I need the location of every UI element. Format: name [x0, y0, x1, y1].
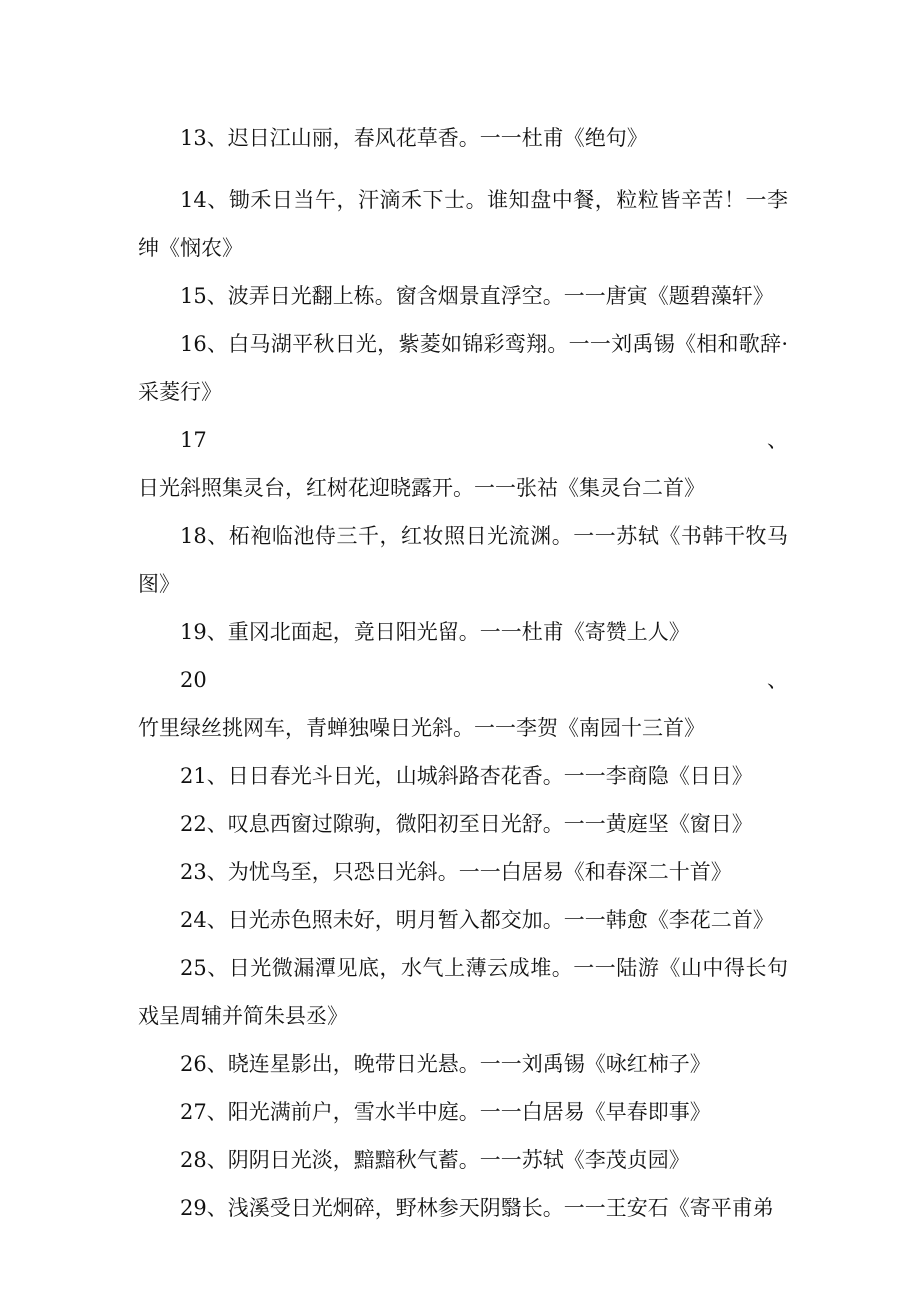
entry-text: 阴阴日光淡，黯黯秋气蓄。一一苏轼《李茂贞园》	[227, 1148, 690, 1172]
entry-number: 23	[180, 860, 207, 884]
list-item: 23、为忧鸟至，只恐日光斜。一一白居易《和春深二十首》	[180, 860, 732, 884]
list-item: 19、重冈北面起，竟日阳光留。一一杜甫《寄赞上人》	[180, 620, 690, 644]
entry-text: 波弄日光翻上栋。窗含烟景直浮空。一一唐寅《题碧藻轩》	[227, 284, 774, 308]
entry-number: 22	[180, 812, 207, 836]
list-item: 14、锄禾日当午，汗滴禾下士。谁知盘中餐，粒粒皆辛苦！一李绅《悯农》	[138, 188, 789, 260]
entry-text: 竹里绿丝挑网车，青蝉独噪日光斜。一一李贺《南园十三首》	[138, 716, 705, 740]
list-item: 17、日光斜照集灵台，红树花迎晓露开。一一张祜《集灵台二首》	[138, 428, 788, 500]
entry-text: 浅溪受日光炯碎，野林参天阴翳长。一一王安石《寄平甫弟	[227, 1196, 774, 1220]
entry-text: 日日春光斗日光，山城斜路杏花香。一一李商隐《日日》	[227, 764, 753, 788]
entry-text: 日光赤色照未好，明月暂入都交加。一一韩愈《李花二首》	[227, 908, 774, 932]
entry-number: 24	[180, 908, 207, 932]
list-item: 21、日日春光斗日光，山城斜路杏花香。一一李商隐《日日》	[180, 764, 753, 788]
entry-number: 28	[180, 1148, 207, 1172]
list-item: 29、浅溪受日光炯碎，野林参天阴翳长。一一王安石《寄平甫弟	[180, 1196, 774, 1220]
list-item: 15、波弄日光翻上栋。窗含烟景直浮空。一一唐寅《题碧藻轩》	[180, 284, 774, 308]
entry-text: 白马湖平秋日光，紫菱如锦彩鸾翔。一一刘禹锡《相和歌辞·采菱行》	[138, 332, 788, 404]
list-item: 16、白马湖平秋日光，紫菱如锦彩鸾翔。一一刘禹锡《相和歌辞·采菱行》	[138, 332, 788, 404]
entry-number: 29	[180, 1196, 207, 1220]
entry-number: 26	[180, 1052, 207, 1076]
entry-text: 日光斜照集灵台，红树花迎晓露开。一一张祜《集灵台二首》	[138, 476, 705, 500]
entry-text: 锄禾日当午，汗滴禾下士。谁知盘中餐，粒粒皆辛苦！一李绅《悯农》	[138, 188, 789, 260]
entry-text: 为忧鸟至，只恐日光斜。一一白居易《和春深二十首》	[227, 860, 732, 884]
entry-number: 25	[180, 956, 207, 980]
list-item: 24、日光赤色照未好，明月暂入都交加。一一韩愈《李花二首》	[180, 908, 774, 932]
entry-text: 柘袍临池侍三千，红妆照日光流渊。一一苏轼《书韩干牧马图》	[138, 524, 789, 596]
list-item: 18、柘袍临池侍三千，红妆照日光流渊。一一苏轼《书韩干牧马图》	[138, 524, 789, 596]
entry-number: 17	[180, 428, 207, 452]
entry-text: 迟日江山丽，春风花草香。一一杜甫《绝句》	[227, 126, 648, 150]
list-item: 26、晓连星影出，晚带日光悬。一一刘禹锡《咏红柿子》	[180, 1052, 711, 1076]
list-item: 13、迟日江山丽，春风花草香。一一杜甫《绝句》	[180, 126, 648, 150]
entry-number: 19	[180, 620, 207, 644]
entry-text: 阳光满前户，雪水半中庭。一一白居易《早春即事》	[227, 1100, 711, 1124]
entry-number: 21	[180, 764, 207, 788]
entry-number: 13	[180, 126, 207, 150]
entry-number: 18	[180, 524, 207, 548]
list-item: 22、叹息西窗过隙驹，微阳初至日光舒。一一黄庭坚《窗日》	[180, 812, 753, 836]
entry-number: 27	[180, 1100, 207, 1124]
entry-number: 20	[180, 668, 207, 692]
poem-list	[138, 114, 788, 1232]
list-item: 20、竹里绿丝挑网车，青蝉独噪日光斜。一一李贺《南园十三首》	[138, 668, 788, 740]
entry-number: 15	[180, 284, 207, 308]
entry-text: 叹息西窗过隙驹，微阳初至日光舒。一一黄庭坚《窗日》	[227, 812, 753, 836]
list-item: 27、阳光满前户，雪水半中庭。一一白居易《早春即事》	[180, 1100, 711, 1124]
list-item: 28、阴阴日光淡，黯黯秋气蓄。一一苏轼《李茂贞园》	[180, 1148, 690, 1172]
entry-text: 日光微漏潭见底，水气上薄云成堆。一一陆游《山中得长句戏呈周辅并简朱县丞》	[138, 956, 789, 1028]
entry-number: 16	[180, 332, 207, 356]
entry-text: 晓连星影出，晚带日光悬。一一刘禹锡《咏红柿子》	[227, 1052, 711, 1076]
entry-text: 重冈北面起，竟日阳光留。一一杜甫《寄赞上人》	[227, 620, 690, 644]
entry-number: 14	[180, 188, 207, 212]
list-item: 25、日光微漏潭见底，水气上薄云成堆。一一陆游《山中得长句戏呈周辅并简朱县丞》	[138, 956, 789, 1028]
